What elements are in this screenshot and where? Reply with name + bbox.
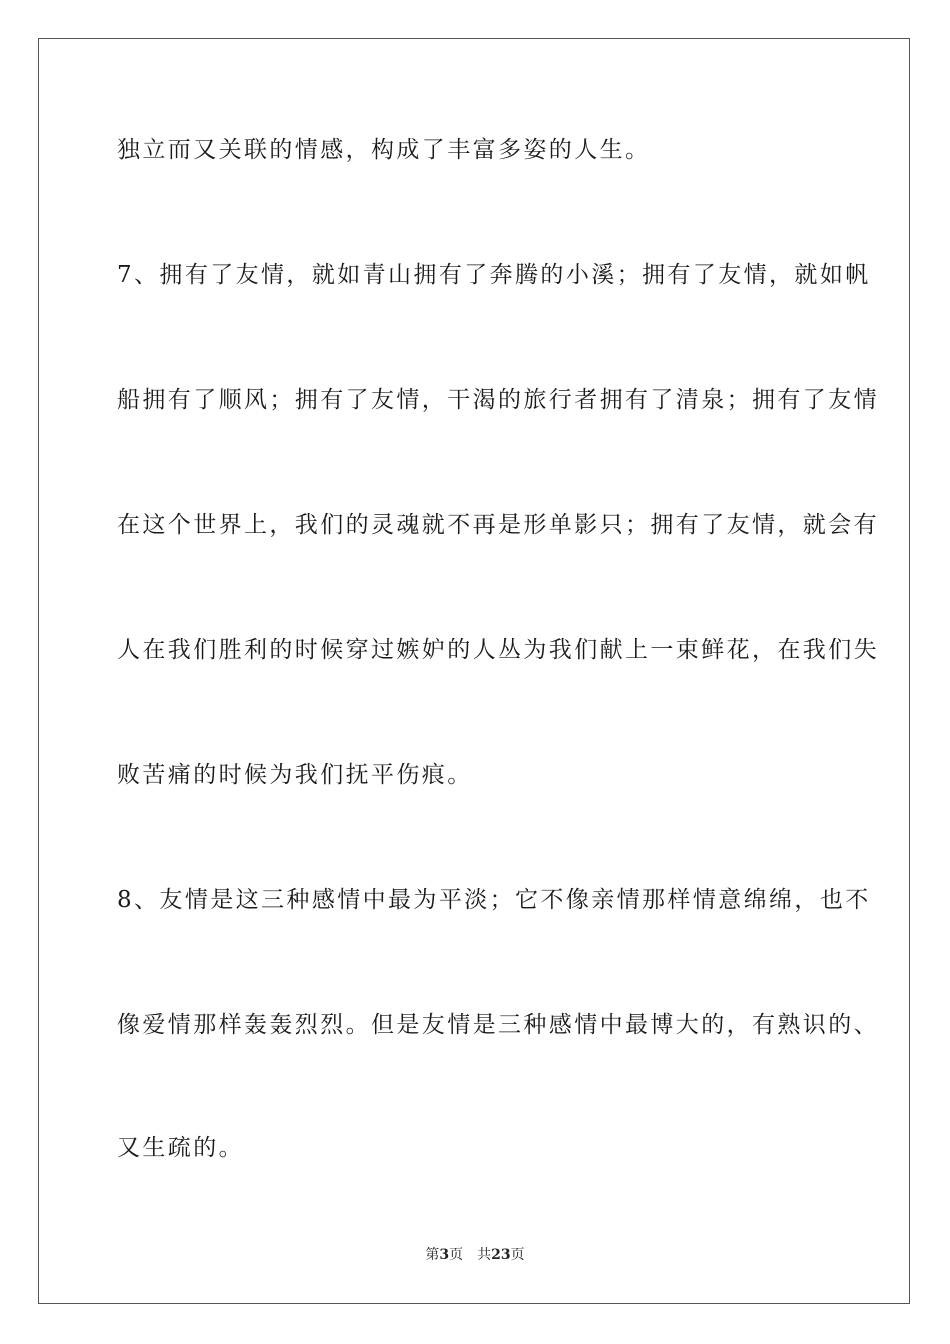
- total-suffix: 页: [510, 1247, 525, 1263]
- paragraph-line: 像爱情那样轰轰烈烈。但是友情是三种感情中最博大的，有熟识的、: [117, 1012, 879, 1038]
- paragraph-line: 又生疏的。: [117, 1135, 244, 1161]
- page-suffix: 页: [449, 1247, 464, 1263]
- page-prefix: 第: [425, 1247, 440, 1263]
- paragraph-line: 在这个世界上，我们的灵魂就不再是形单影只；拥有了友情，就会有: [117, 512, 879, 538]
- paragraph-line: 8、友情是这三种感情中最为平淡；它不像亲情那样情意绵绵，也不: [117, 887, 871, 913]
- page-footer: [0, 1245, 950, 1265]
- total-pages: 23: [491, 1247, 511, 1263]
- paragraph-line: 独立而又关联的情感，构成了丰富多姿的人生。: [117, 137, 651, 163]
- page-border: [38, 38, 910, 1304]
- paragraph-line: 船拥有了顺风；拥有了友情，干渴的旅行者拥有了清泉；拥有了友情: [117, 387, 879, 413]
- page-number: 3: [439, 1247, 450, 1263]
- paragraph-line: 败苦痛的时候为我们抚平伤痕。: [117, 762, 473, 788]
- paragraph-line: 人在我们胜利的时候穿过嫉妒的人丛为我们献上一束鲜花，在我们失: [117, 637, 879, 663]
- total-prefix: 共: [477, 1247, 492, 1263]
- paragraph-line: 7、拥有了友情，就如青山拥有了奔腾的小溪；拥有了友情，就如帆: [117, 262, 871, 288]
